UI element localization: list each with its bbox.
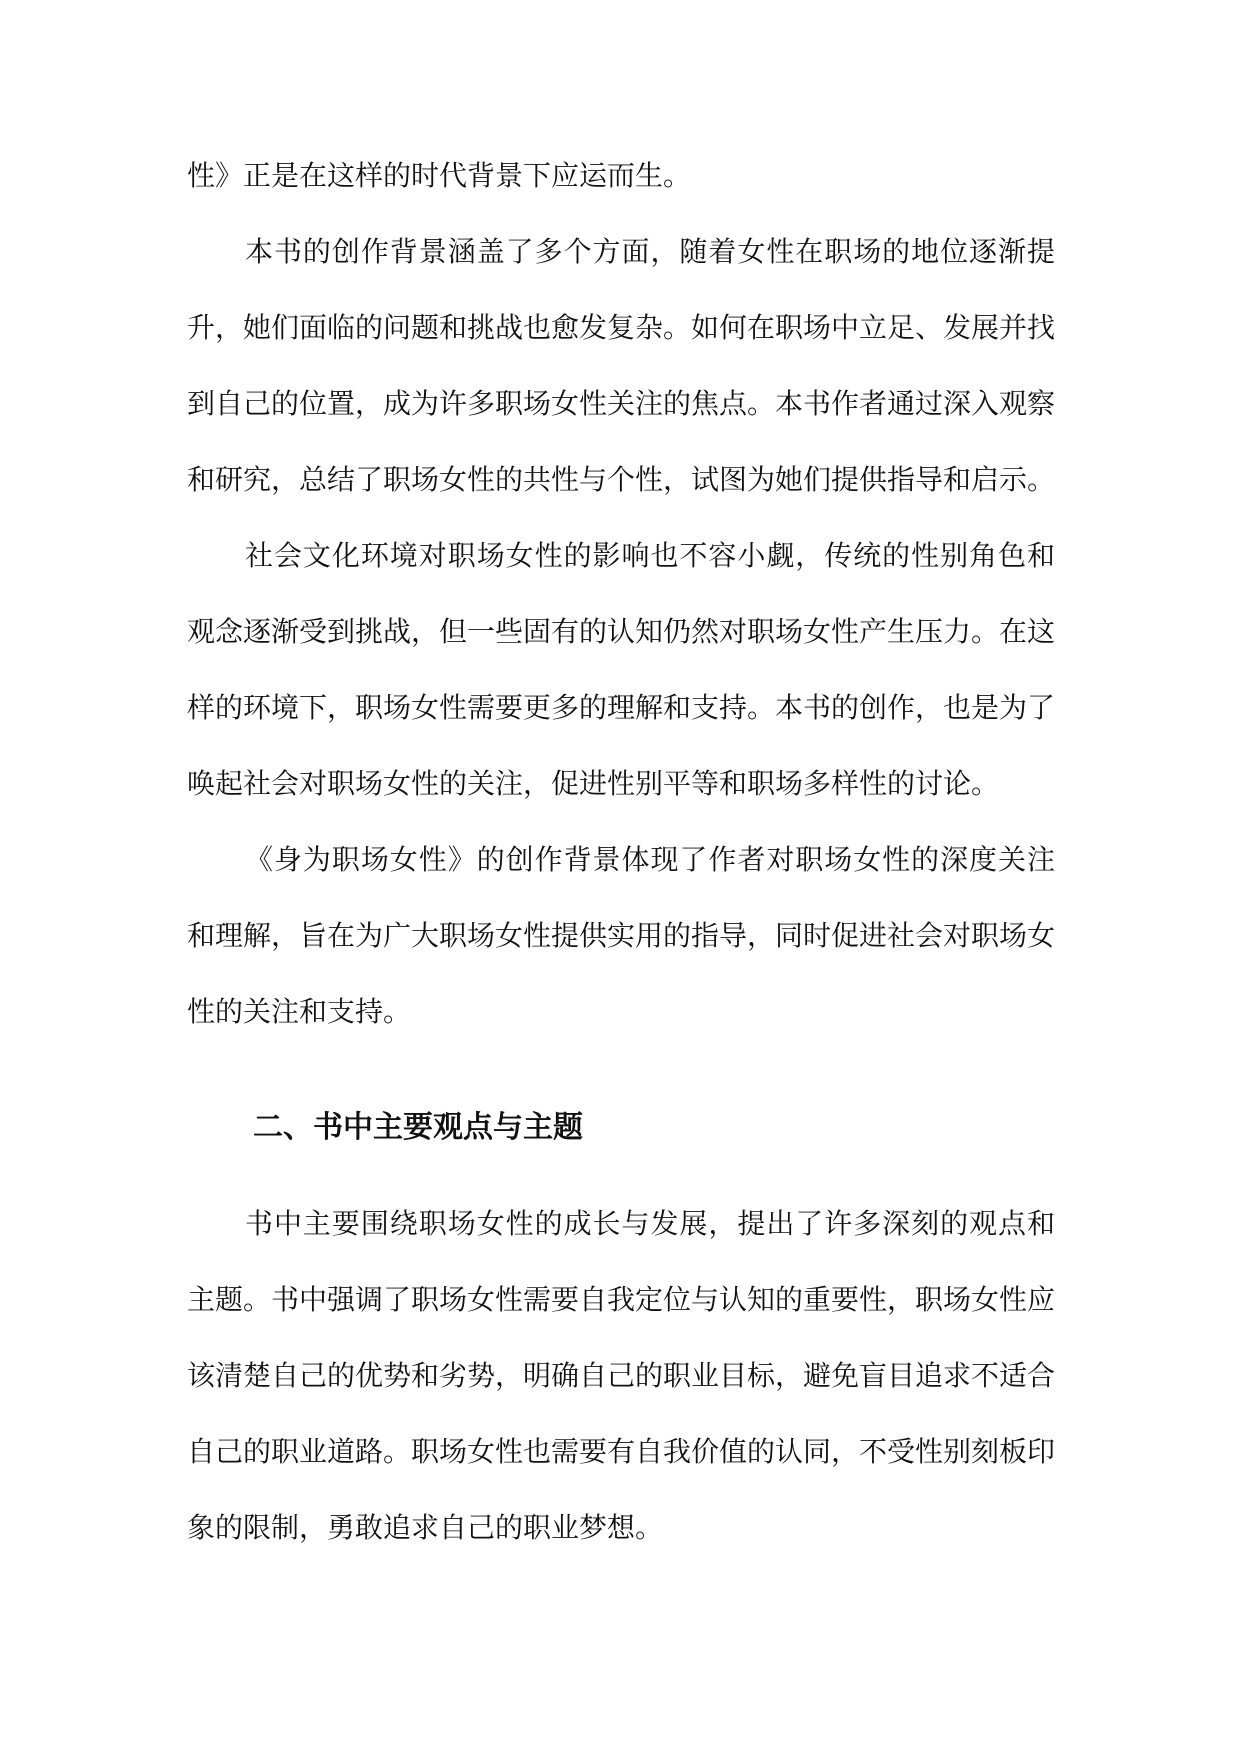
paragraph-continuation: 性》正是在这样的时代背景下应运而生。: [187, 159, 692, 192]
section-heading: 二、书中主要观点与主题: [253, 1110, 583, 1145]
document-body: [187, 138, 1055, 1566]
paragraph-main-viewpoints: 书中主要围绕职场女性的成长与发展，提出了许多深刻的观点和主题。书中强调了职场女性需要自我定位与认知的重要性，职场女性应该清楚自己的优势和劣势，明确自己的职业目标，避免盲目追求不适合自己的职业道路。职场女性也需要有自我价值的认同，不受性别刻板印象的限制，勇敢追求自己的职业梦想。: [187, 1207, 1056, 1544]
paragraph-summary: 《身为职场女性》的创作背景体现了作者对职场女性的深度关注和理解，旨在为广大职场女性提供实用的指导，同时促进社会对职场女性的关注和支持。: [187, 843, 1056, 1028]
paragraph-creation-background: 本书的创作背景涵盖了多个方面，随着女性在职场的地位逐渐提升，她们面临的问题和挑战也愈发复杂。如何在职场中立足、发展并找到自己的位置，成为许多职场女性关注的焦点。本书作者通过深入观察和研究，总结了职场女性的共性与个性，试图为她们提供指导和启示。: [187, 235, 1056, 496]
paragraph-social-culture: 社会文化环境对职场女性的影响也不容小觑，传统的性别角色和观念逐渐受到挑战，但一些固有的认知仍然对职场女性产生压力。在这样的环境下，职场女性需要更多的理解和支持。本书的创作，也是为了唤起社会对职场女性的关注，促进性别平等和职场多样性的讨论。: [187, 539, 1056, 800]
